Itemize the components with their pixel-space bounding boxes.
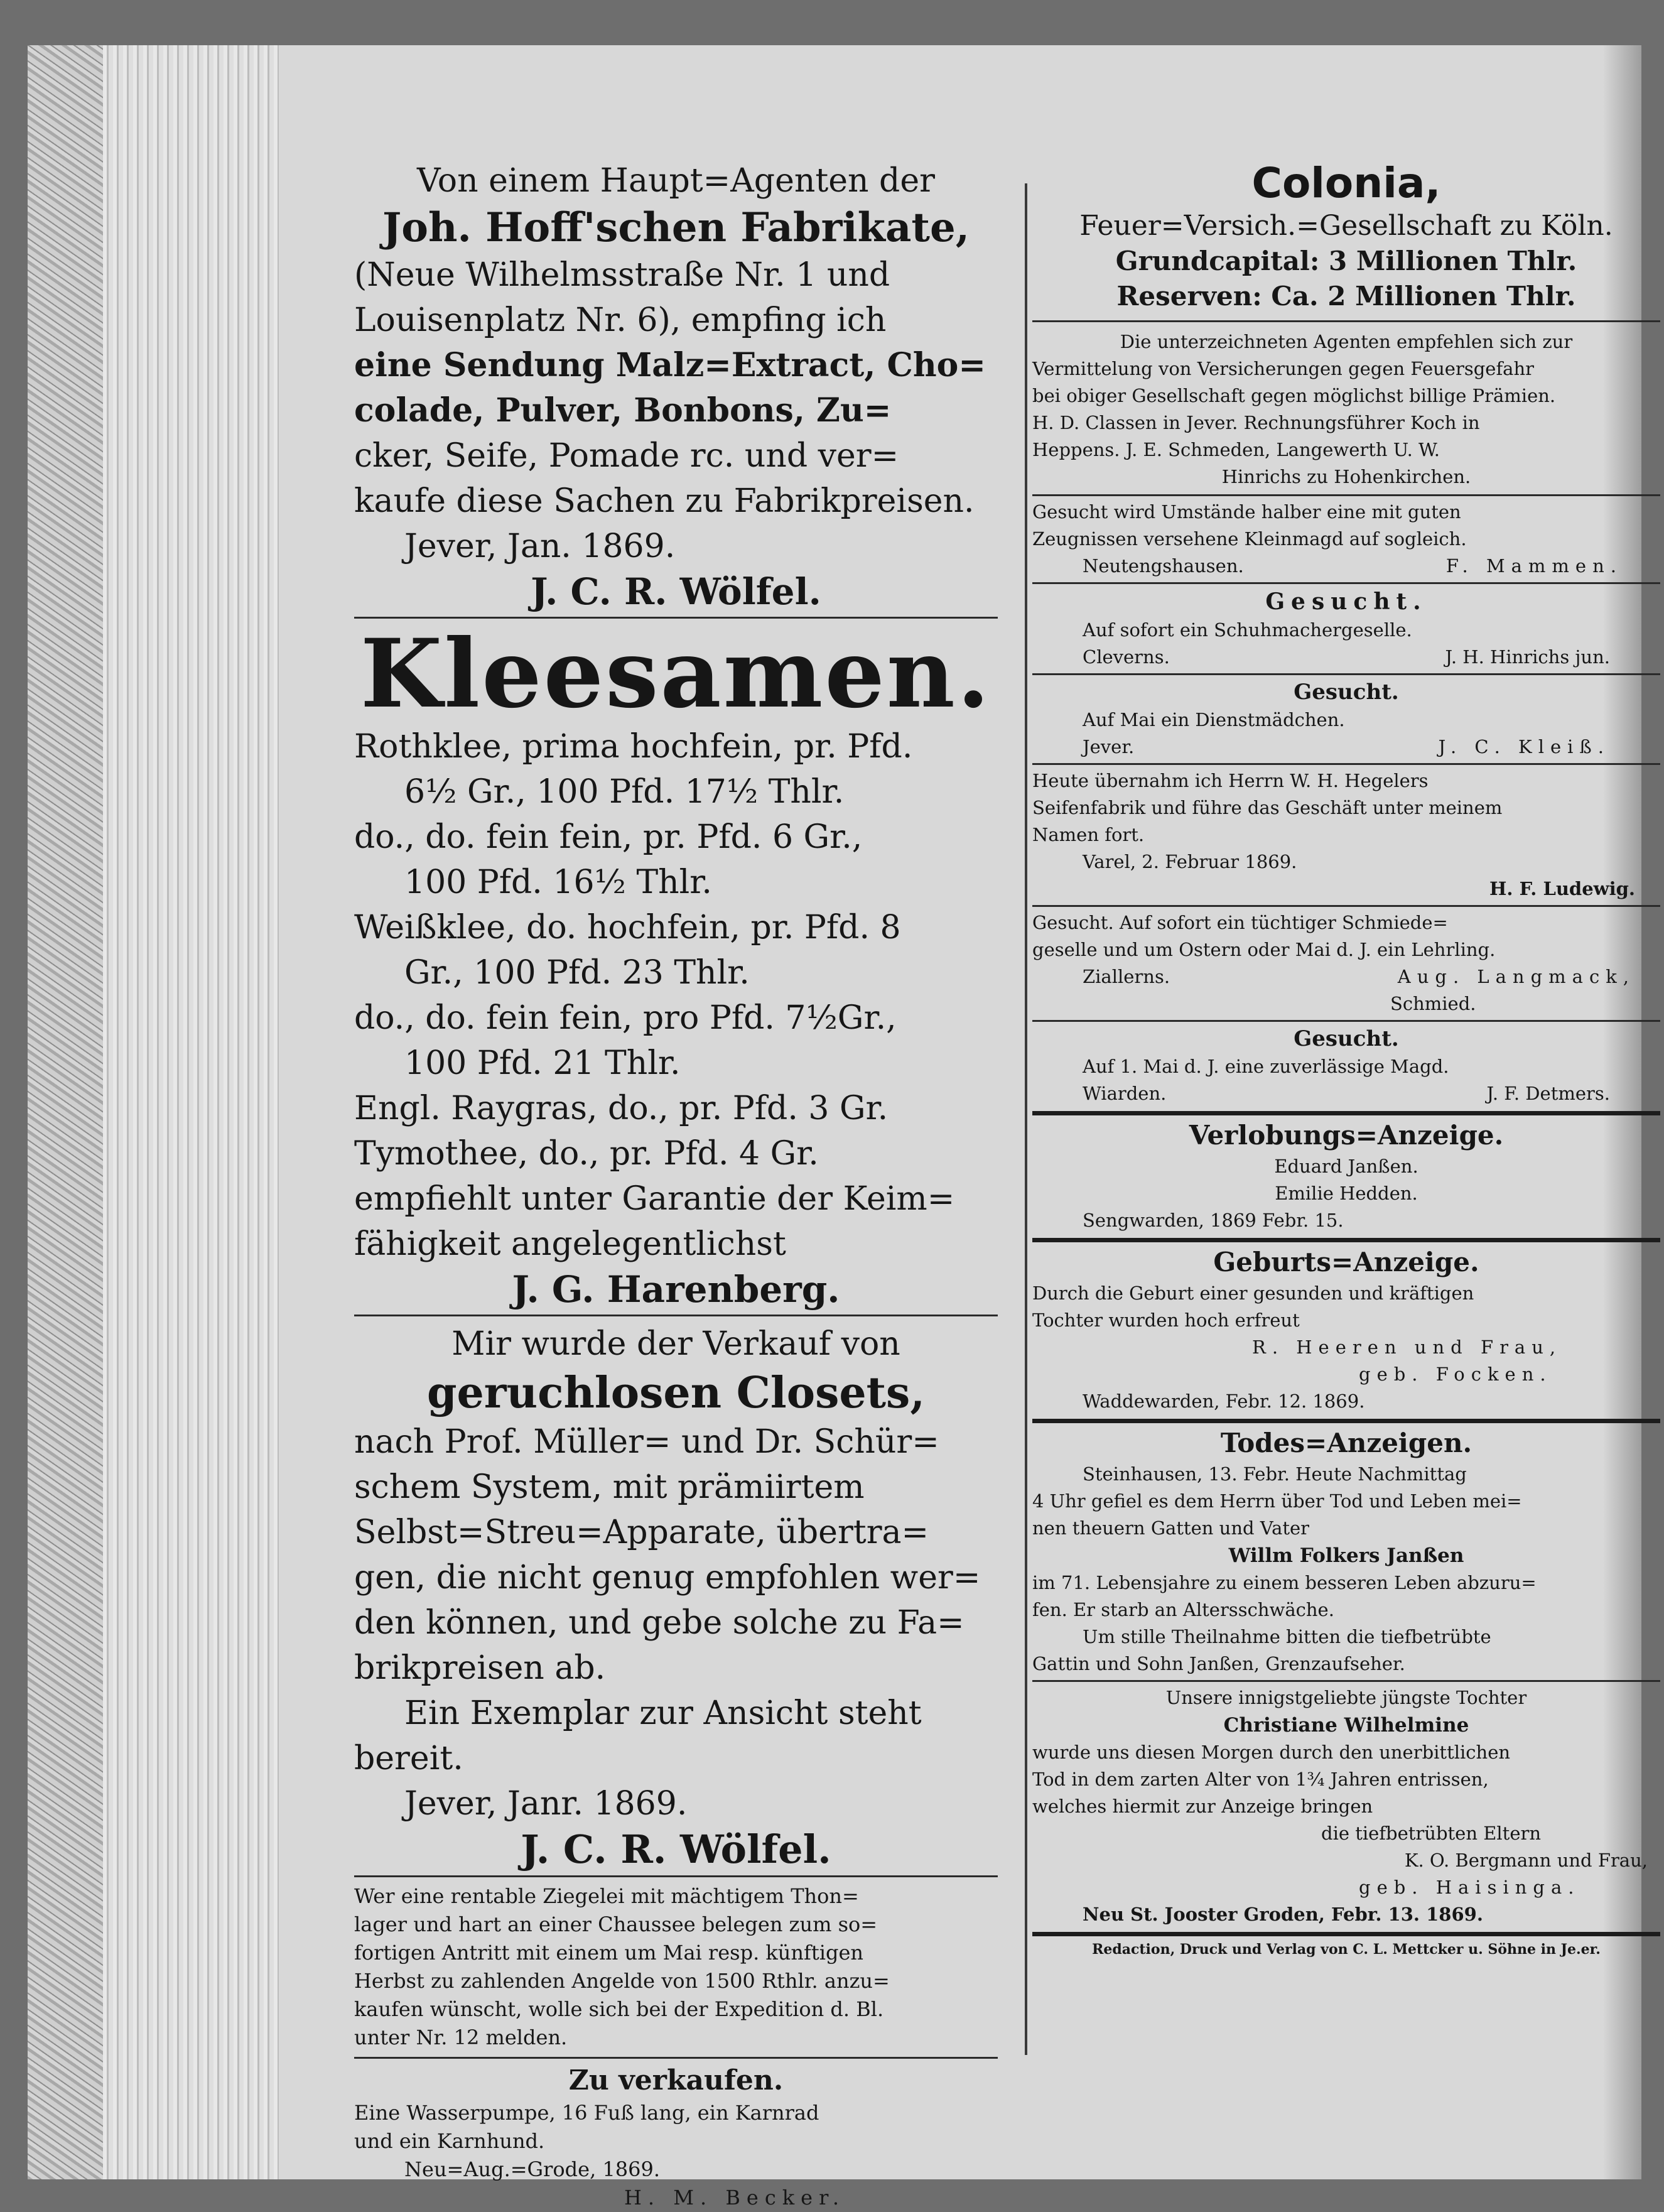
- ad-line: kaufen wünscht, wolle sich bei der Expedition d. Bl.: [354, 1997, 884, 2021]
- ad-name: Eduard Janßen.: [1274, 1156, 1418, 1177]
- ad-signature: J. C. Kleiß.: [1438, 736, 1610, 757]
- ad-line: bei obiger Gesellschaft gegen möglichst billige Prämien.: [1032, 385, 1556, 406]
- ad-signature: H. F. Ludewig.: [1489, 878, 1635, 899]
- page-edge-stack: [103, 45, 279, 2179]
- ad-line: im 71. Lebensjahre zu einem besseren Leben abzuru=: [1032, 1572, 1537, 1593]
- ad-heading: Gesucht.: [1265, 588, 1427, 615]
- ad-dateline: Varel, 2. Februar 1869.: [1083, 851, 1297, 872]
- ad-dateline: Jever, Jan. 1869.: [404, 528, 676, 565]
- ad-sign-row: [1032, 644, 1660, 671]
- ad-line: Gr., 100 Pfd. 23 Thlr.: [404, 954, 750, 992]
- ad-line: 6½ Gr., 100 Pfd. 17½ Thlr.: [404, 773, 845, 811]
- ad-signature: R. Heeren und Frau,: [1252, 1336, 1562, 1358]
- ad-line: Heppens. J. E. Schmeden, Langewerth U. W.: [1032, 439, 1440, 460]
- ad-line: H. D. Classen in Jever. Rechnungsführer Koch in: [1032, 412, 1480, 433]
- ad-line: unter Nr. 12 melden.: [354, 2025, 568, 2049]
- ad-heading: Kleesamen.: [360, 619, 992, 729]
- ad-reserves: Reserven: Ca. 2 Millionen Thlr.: [1116, 281, 1576, 312]
- ad-line: Auf 1. Mai d. J. eine zuverlässige Magd.: [1083, 1056, 1449, 1077]
- ad-zu-verkaufen: [354, 2063, 998, 2212]
- ad-line: bereit.: [354, 1740, 463, 1777]
- ad-line: cker, Seife, Pomade rc. und ver=: [354, 437, 899, 475]
- ad-colonia: [1032, 158, 1660, 491]
- ad-line: Wer eine rentable Ziegelei mit mächtigem Thon=: [354, 1884, 859, 1908]
- ad-signature: geb. Haisinga.: [1359, 1877, 1580, 1898]
- ad-line: Durch die Geburt einer gesunden und kräftigen: [1032, 1282, 1474, 1304]
- ad-line: Die unterzeichneten Agenten empfehlen sich zur: [1120, 331, 1573, 352]
- ad-place: Jever.: [1083, 736, 1135, 757]
- ad-signature: geb. Focken.: [1359, 1364, 1552, 1385]
- ad-line: Seifenfabrik und führe das Geschäft unter meinem: [1032, 797, 1503, 818]
- ad-signature: J. H. Hinrichs jun.: [1445, 646, 1610, 668]
- ad-todes-2: [1032, 1684, 1660, 1928]
- ad-line: 100 Pfd. 16½ Thlr.: [404, 864, 712, 901]
- separator-rule: [1032, 494, 1660, 496]
- ad-schuhmacher: [1032, 587, 1660, 671]
- ad-line: Steinhausen, 13. Febr. Heute Nachmittag: [1083, 1463, 1467, 1485]
- imprint: Redaction, Druck und Verlag von C. L. Mettcker u. Söhne in Je.er.: [1092, 1941, 1601, 1958]
- ad-closets: [354, 1321, 998, 1873]
- ad-dateline: Neu St. Jooster Groden, Febr. 13. 1869.: [1083, 1904, 1483, 1925]
- separator-rule: [1032, 1238, 1660, 1242]
- ad-line: Mir wurde der Verkauf von: [451, 1325, 900, 1363]
- separator-rule: [1032, 905, 1660, 907]
- ad-line: Joh. Hoff'schen Fabrikate,: [382, 204, 970, 251]
- ad-dateline: Sengwarden, 1869 Febr. 15.: [1083, 1210, 1344, 1231]
- ad-line: do., do. fein fein, pro Pfd. 7½Gr.,: [354, 999, 897, 1037]
- ad-line: schem System, mit prämiirtem: [354, 1468, 865, 1506]
- ad-line: eine Sendung Malz=Extract, Cho=: [354, 346, 986, 384]
- ad-line: Tymothee, do., pr. Pfd. 4 Gr.: [354, 1135, 819, 1173]
- ad-ziegelei: [354, 1882, 998, 2052]
- ad-line: empfiehlt unter Garantie der Keim=: [354, 1180, 955, 1218]
- ad-dateline: Jever, Janr. 1869.: [404, 1785, 688, 1823]
- ad-capital: Grundcapital: 3 Millionen Thlr.: [1115, 246, 1577, 276]
- ad-line: colade, Pulver, Bonbons, Zu=: [354, 391, 892, 430]
- ad-heading: Verlobungs=Anzeige.: [1189, 1120, 1504, 1151]
- ad-line: welches hiermit zur Anzeige bringen: [1032, 1796, 1373, 1817]
- ad-dienstmaedchen: [1032, 678, 1660, 761]
- ad-signature: H. M. Becker.: [624, 2186, 846, 2209]
- ad-verlobung: [1032, 1118, 1660, 1234]
- ad-signature: K. O. Bergmann und Frau,: [1404, 1850, 1648, 1871]
- ad-line: 4 Uhr gefiel es dem Herrn über Tod und Leben mei=: [1032, 1490, 1522, 1512]
- ad-line: den können, und gebe solche zu Fa=: [354, 1604, 964, 1642]
- separator-rule: [1032, 320, 1660, 322]
- ad-line: Engl. Raygras, do., pr. Pfd. 3 Gr.: [354, 1090, 889, 1127]
- ad-line: fähigkeit angelegentlichst: [354, 1225, 786, 1263]
- ad-dateline: Waddewarden, Febr. 12. 1869.: [1083, 1391, 1365, 1412]
- ad-wolfel-fabrikate: [354, 158, 998, 614]
- ad-kleinmagd: [1032, 499, 1660, 580]
- ad-line: Vermittelung von Versicherungen gegen Feuersgefahr: [1032, 358, 1535, 379]
- book-edge-speckle: [28, 45, 103, 2179]
- ad-line: Heute übernahm ich Herrn W. H. Hegelers: [1032, 770, 1429, 791]
- ad-line: Tod in dem zarten Alter von 1¾ Jahren entrissen,: [1032, 1769, 1489, 1790]
- ad-sign-row: [1032, 734, 1660, 761]
- ad-line: do., do. fein fein, pr. Pfd. 6 Gr.,: [354, 818, 863, 856]
- newspaper-page: [28, 45, 1648, 2209]
- ad-signature: J. C. R. Wölfel.: [521, 1826, 831, 1872]
- ad-line: und ein Karnhund.: [354, 2129, 545, 2153]
- ad-schmiede: [1032, 909, 1660, 1017]
- ad-todes: [1032, 1426, 1660, 1678]
- ad-line: kaufe diese Sachen zu Fabrikpreisen.: [354, 482, 975, 520]
- ad-line: Um stille Theilnahme bitten die tiefbetrübte: [1083, 1626, 1491, 1647]
- ad-line: Weißklee, do. hochfein, pr. Pfd. 8: [354, 909, 901, 946]
- ad-line: Hinrichs zu Hohenkirchen.: [1221, 466, 1471, 487]
- separator-rule: [1032, 673, 1660, 675]
- ad-line: fortigen Antritt mit einem um Mai resp. künftigen: [354, 1941, 863, 1965]
- ad-line: Von einem Haupt=Agenten der: [417, 162, 935, 200]
- ad-signature: J. C. R. Wölfel.: [531, 570, 821, 613]
- ad-sign-row: [1032, 553, 1660, 580]
- ad-sign-row: [1032, 963, 1660, 990]
- separator-rule: [1032, 1111, 1660, 1115]
- ad-line: die tiefbetrübten Eltern: [1321, 1823, 1542, 1844]
- ad-line: nen theuern Gatten und Vater: [1032, 1517, 1310, 1539]
- separator-rule: [1032, 582, 1660, 584]
- ad-subtitle: Feuer=Versich.=Gesellschaft zu Köln.: [1079, 210, 1613, 242]
- ad-line: Gattin und Sohn Janßen, Grenzaufseher.: [1032, 1653, 1405, 1674]
- left-column: [354, 158, 998, 2212]
- ad-seifenfabrik: [1032, 767, 1660, 903]
- ad-line: nach Prof. Müller= und Dr. Schür=: [354, 1423, 939, 1461]
- ad-line: Tochter wurden hoch erfreut: [1032, 1309, 1300, 1331]
- ad-line: lager und hart an einer Chaussee belegen zum so=: [354, 1912, 878, 1936]
- column-divider: [1025, 183, 1027, 2055]
- ad-line: Louisenplatz Nr. 6), empfing ich: [354, 301, 887, 339]
- separator-rule: [1032, 1020, 1660, 1022]
- ad-heading: Geburts=Anzeige.: [1213, 1247, 1479, 1277]
- ad-place: Wiarden.: [1083, 1083, 1167, 1104]
- right-column: [1032, 158, 1660, 1960]
- ad-name: Christiane Wilhelmine: [1223, 1714, 1469, 1737]
- separator-rule: [1032, 1680, 1660, 1682]
- ad-heading: Gesucht.: [1294, 680, 1399, 705]
- ad-deceased: Willm Folkers Janßen: [1228, 1544, 1464, 1567]
- ad-magd: [1032, 1024, 1660, 1107]
- ad-line: Gesucht wird Umstände halber eine mit guten: [1032, 501, 1461, 523]
- ad-heading: Todes=Anzeigen.: [1220, 1428, 1472, 1458]
- ad-name: Emilie Hedden.: [1275, 1183, 1418, 1204]
- ad-line: geselle und um Ostern oder Mai d. J. ein Lehrling.: [1032, 939, 1496, 960]
- ad-line: Unsere innigstgeliebte jüngste Tochter: [1165, 1687, 1527, 1708]
- ad-line: Gesucht. Auf sofort ein tüchtiger Schmiede=: [1032, 912, 1448, 933]
- ad-signature: J. F. Detmers.: [1486, 1083, 1610, 1104]
- ad-line: Ein Exemplar zur Ansicht steht: [404, 1694, 922, 1732]
- ad-line: Auf sofort ein Schuhmachergeselle.: [1083, 619, 1412, 641]
- ad-geburt: [1032, 1245, 1660, 1415]
- ad-heading: Gesucht.: [1294, 1026, 1399, 1051]
- separator-rule: [1032, 1932, 1660, 1936]
- ad-line: Herbst zu zahlenden Angelde von 1500 Rthlr. anzu=: [354, 1969, 890, 1993]
- ad-line: wurde uns diesen Morgen durch den unerbittlichen: [1032, 1742, 1511, 1763]
- ad-place: Neutengshausen.: [1083, 555, 1244, 577]
- ad-line: Auf Mai ein Dienstmädchen.: [1083, 709, 1345, 730]
- ad-signature: J. G. Harenberg.: [512, 1268, 840, 1311]
- separator-rule: [1032, 1419, 1660, 1423]
- ad-place: Cleverns.: [1083, 646, 1170, 668]
- separator-rule: [1032, 763, 1660, 765]
- ad-line: Namen fort.: [1032, 824, 1145, 845]
- ad-place: Ziallerns.: [1083, 966, 1170, 987]
- ad-line: gen, die nicht genug empfohlen wer=: [354, 1559, 981, 1597]
- ad-heading: Colonia,: [1251, 159, 1441, 207]
- ad-line: brikpreisen ab.: [354, 1649, 606, 1687]
- separator-rule: [354, 1315, 998, 1316]
- separator-rule: [354, 2057, 998, 2059]
- separator-rule: [354, 1875, 998, 1877]
- ad-line: geruchlosen Closets,: [427, 1368, 925, 1418]
- ad-line: fen. Er starb an Altersschwäche.: [1032, 1599, 1334, 1620]
- ad-line: Eine Wasserpumpe, 16 Fuß lang, ein Karnrad: [354, 2101, 819, 2125]
- ad-line: Rothklee, prima hochfein, pr. Pfd.: [354, 728, 913, 766]
- ad-kleesamen: [354, 619, 998, 1312]
- ad-line: Selbst=Streu=Apparate, übertra=: [354, 1514, 929, 1551]
- ad-signature-title: Schmied.: [1390, 993, 1476, 1014]
- ad-line: 100 Pfd. 21 Thlr.: [404, 1044, 681, 1082]
- ad-dateline: Neu=Aug.=Grode, 1869.: [404, 2157, 661, 2181]
- ad-signature: F. Mammen.: [1445, 555, 1623, 577]
- ad-line: Zeugnissen versehene Kleinmagd auf sogleich.: [1032, 528, 1467, 550]
- ad-line: (Neue Wilhelmsstraße Nr. 1 und: [354, 256, 890, 294]
- ad-sign-row: [1032, 1080, 1660, 1107]
- ad-signature: Aug. Langmack,: [1397, 966, 1635, 987]
- ad-heading: Zu verkaufen.: [568, 2064, 784, 2096]
